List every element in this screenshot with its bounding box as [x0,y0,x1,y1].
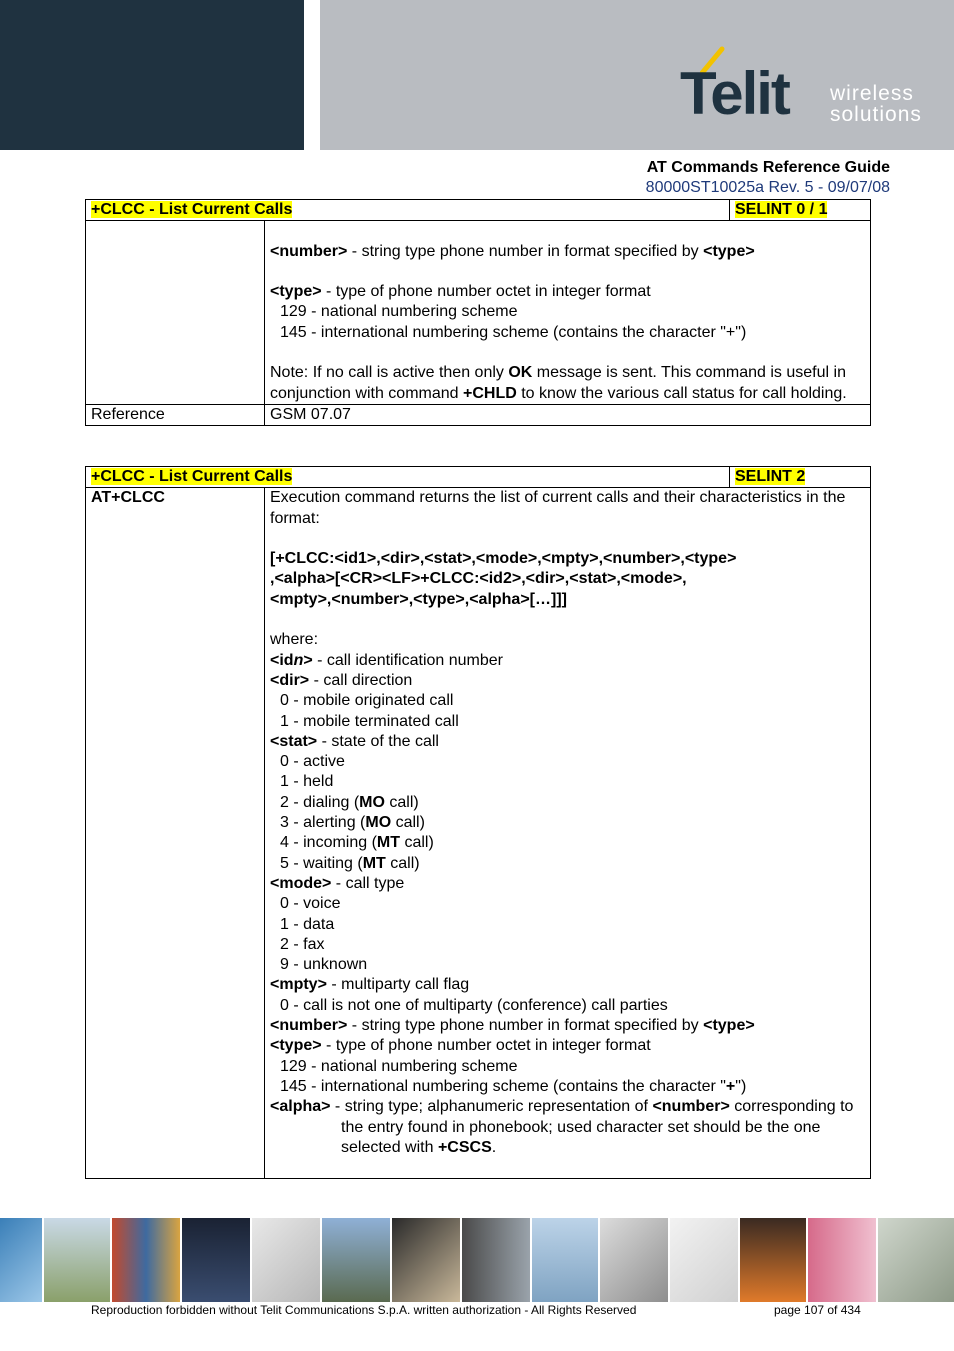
selint-label: SELINT 0 / 1 [735,201,828,218]
reference-value: GSM 07.07 [265,404,871,425]
parameter-description: <number> - string type phone number in format specified by <type> <type> - type of phone number octet in integer format 129 - national numbering scheme 145 - international numbering scheme (contains the character "+") Note: If no call is active then only OK message is sent. This command is useful in conjunction with command +CHLD to know the various call status for call holding. [265,221,871,405]
clcc-table-selint01 [85,199,871,426]
footer-photo-strip [0,1218,954,1302]
footer-photo [808,1218,876,1302]
footer-photo [740,1218,806,1302]
footer-photo [182,1218,250,1302]
command-description: Execution command returns the list of current calls and their characteristics in the format: [+CLCC:<id1>,<dir>,<stat>,<mode>,<mpty>,<number>,<type> ,<alpha>[<CR><LF>+CLCC:<id2>,<dir>,<stat>,<mode>, <mpty>,<number>,<type>,<alpha>[…]]] where: <idn> - call identification number <dir> - call direction 0 - mobile originated call 1 - mobile terminated call <stat> - state of the call 0 - active 1 - held 2 - dialing (MO call) 3 - alerting (MO call) 4 - incoming (MT call) 5 - waiting (MT call) <mode> - call type 0 - voice 1 - data 2 - fax 9 - unknown <mpty> - multiparty call flag 0 - call is not one of multiparty (conference) call parties <number> - string type phone number in format specified by <type> <type> - type of phone number octet in integer format 129 - national numbering scheme 145 - international numbering scheme (contains the character "+") <alpha> - string type; alphanumeric representation of <number> corresponding to the entry found in phonebook; used character set should be the one selected with +CSCS. [265,488,871,1179]
table-header-row [86,200,871,221]
footer-photo [462,1218,530,1302]
footer-photo [322,1218,390,1302]
selint-label: SELINT 2 [735,468,806,485]
footer-photo [532,1218,598,1302]
header-dark-panel [0,0,304,150]
logo-tagline: wireless solutions [830,82,922,126]
document-title-block [646,158,890,198]
table-row [86,404,871,425]
command-title: +CLCC - List Current Calls [91,201,293,218]
footer-photo [252,1218,320,1302]
document-title: AT Commands Reference Guide [646,159,890,176]
footer-photo [600,1218,668,1302]
telit-logo [680,45,940,135]
footer-photo [392,1218,460,1302]
document-number: 80000ST10025a Rev. 5 - 09/07/08 [645,179,890,196]
command-title: +CLCC - List Current Calls [91,468,293,485]
logo-wordmark: Telit [680,60,789,127]
footer-photo [878,1218,954,1302]
table-row [86,221,871,405]
footer-photo [670,1218,738,1302]
table-row [86,488,871,1179]
footer-photo [44,1218,110,1302]
note-text: Note: If no call is active then only OK message is sent. This command is useful in conjunction with command +CHLD to know the various call status for call holding. [270,364,847,402]
footer-photo [112,1218,180,1302]
table-header-row [86,467,871,488]
footer-page-number: page 107 of 434 [774,1303,861,1317]
footer-copyright: Reproduction forbidden without Telit Communications S.p.A. written authorization - All Rights Reserved [91,1303,637,1317]
command-syntax: AT+CLCC [91,489,165,507]
reference-label: Reference [86,404,265,425]
footer-photo [0,1218,42,1302]
clcc-table-selint2 [85,466,871,1179]
